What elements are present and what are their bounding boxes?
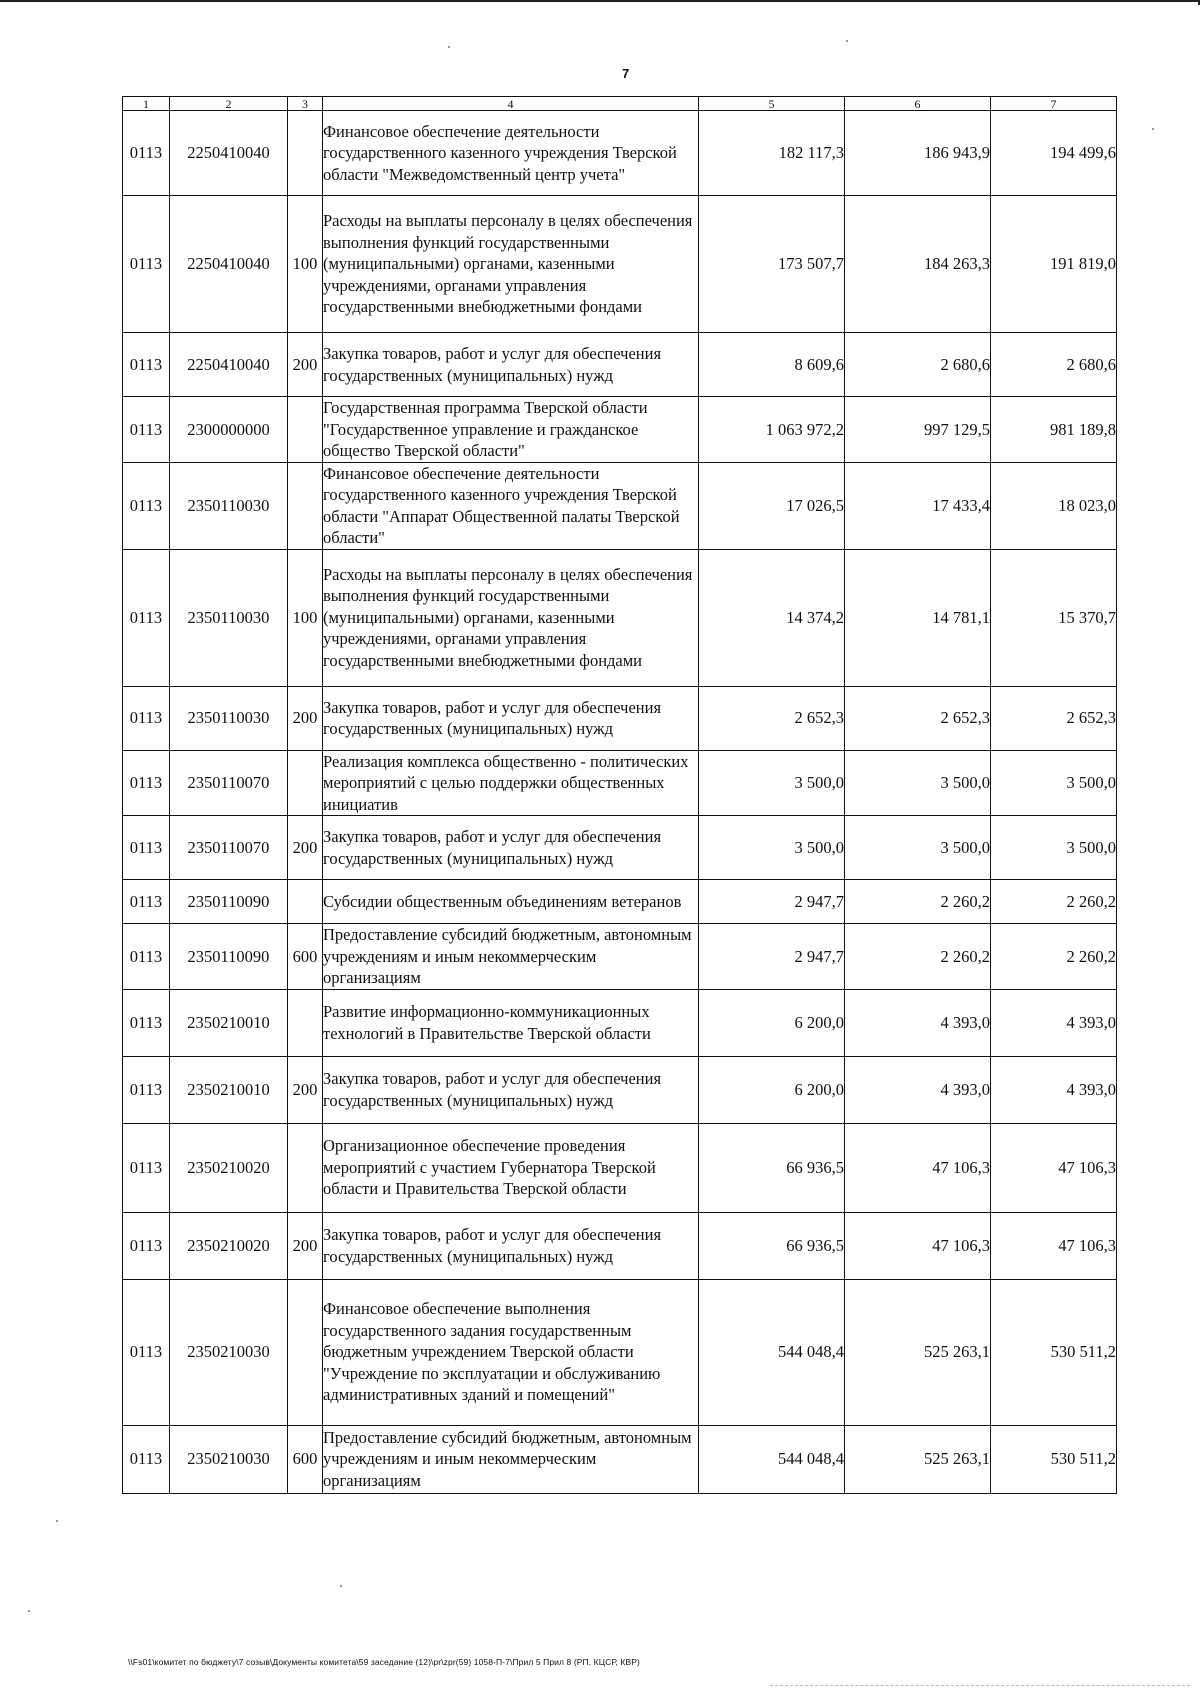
amount-col7-cell: 47 106,3 [991, 1212, 1117, 1279]
scan-speck [56, 1520, 58, 1522]
description-cell: Закупка товаров, работ и услуг для обеспечения государственных (муниципальных) нужд [323, 1056, 699, 1123]
expense-type-cell: 600 [288, 1425, 323, 1493]
expense-type-cell: 100 [288, 196, 323, 333]
amount-col5-cell: 8 609,6 [699, 333, 845, 397]
expense-type-cell [288, 1123, 323, 1212]
amount-col7-cell: 194 499,6 [991, 111, 1117, 196]
amount-col6-cell: 525 263,1 [845, 1279, 991, 1425]
description-cell: Субсидии общественным объединениям ветеранов [323, 880, 699, 924]
target-article-cell: 2350210020 [170, 1123, 288, 1212]
description-cell: Государственная программа Тверской области "Государственное управление и гражданское общество Тверской области" [323, 397, 699, 463]
amount-col7-cell: 4 393,0 [991, 1056, 1117, 1123]
amount-col5-cell: 3 500,0 [699, 816, 845, 880]
table-row [123, 196, 1117, 333]
amount-col7-cell: 530 511,2 [991, 1279, 1117, 1425]
amount-col7-cell: 2 260,2 [991, 924, 1117, 990]
description-cell: Развитие информационно-коммуникационных технологий в Правительстве Тверской области [323, 989, 699, 1056]
target-article-cell: 2350210010 [170, 1056, 288, 1123]
description-cell: Предоставление субсидий бюджетным, автономным учреждениям и иным некоммерческим организациям [323, 924, 699, 990]
amount-col6-cell: 3 500,0 [845, 750, 991, 816]
section-code-cell: 0113 [123, 1123, 170, 1212]
amount-col7-cell: 15 370,7 [991, 549, 1117, 686]
table-row [123, 549, 1117, 686]
section-code-cell: 0113 [123, 816, 170, 880]
section-code-cell: 0113 [123, 462, 170, 549]
amount-col6-cell: 525 263,1 [845, 1425, 991, 1493]
table-row [123, 880, 1117, 924]
table-row [123, 989, 1117, 1056]
target-article-cell: 2350210030 [170, 1425, 288, 1493]
description-cell: Закупка товаров, работ и услуг для обеспечения государственных (муниципальных) нужд [323, 1212, 699, 1279]
amount-col5-cell: 17 026,5 [699, 462, 845, 549]
expense-type-cell: 200 [288, 686, 323, 750]
target-article-cell: 2250410040 [170, 196, 288, 333]
column-header: 7 [991, 97, 1117, 111]
column-header: 1 [123, 97, 170, 111]
scan-speck [1152, 128, 1154, 130]
table-row [123, 686, 1117, 750]
column-number-row [123, 97, 1117, 111]
description-cell: Финансовое обеспечение деятельности государственного казенного учреждения Тверской области "Аппарат Общественной палаты Тверской области" [323, 462, 699, 549]
amount-col6-cell: 186 943,9 [845, 111, 991, 196]
target-article-cell: 2250410040 [170, 111, 288, 196]
target-article-cell: 2250410040 [170, 333, 288, 397]
expense-type-cell [288, 462, 323, 549]
expense-type-cell: 600 [288, 924, 323, 990]
section-code-cell: 0113 [123, 924, 170, 990]
amount-col6-cell: 2 652,3 [845, 686, 991, 750]
description-cell: Финансовое обеспечение выполнения государственного задания государственным бюджетным учреждением Тверской области "Учреждение по эксплуатации и обслуживанию административных зданий и помещений" [323, 1279, 699, 1425]
target-article-cell: 2350110030 [170, 549, 288, 686]
expense-type-cell: 200 [288, 1056, 323, 1123]
amount-col5-cell: 1 063 972,2 [699, 397, 845, 463]
target-article-cell: 2350110030 [170, 686, 288, 750]
description-cell: Предоставление субсидий бюджетным, автономным учреждениям и иным некоммерческим организациям [323, 1425, 699, 1493]
amount-col5-cell: 173 507,7 [699, 196, 845, 333]
expense-type-cell: 200 [288, 816, 323, 880]
scan-speck [340, 1585, 342, 1587]
description-cell: Расходы на выплаты персоналу в целях обеспечения выполнения функций государственными (муниципальными) органами, казенными учреждениями, органами управления государственными внебюджетными фондами [323, 196, 699, 333]
amount-col7-cell: 191 819,0 [991, 196, 1117, 333]
section-code-cell: 0113 [123, 397, 170, 463]
amount-col5-cell: 182 117,3 [699, 111, 845, 196]
table-row [123, 1279, 1117, 1425]
table-row [123, 750, 1117, 816]
section-code-cell: 0113 [123, 686, 170, 750]
target-article-cell: 2350110090 [170, 924, 288, 990]
amount-col5-cell: 66 936,5 [699, 1123, 845, 1212]
column-header: 5 [699, 97, 845, 111]
scan-speck [846, 40, 848, 42]
expense-type-cell [288, 989, 323, 1056]
expense-type-cell: 200 [288, 1212, 323, 1279]
amount-col7-cell: 2 680,6 [991, 333, 1117, 397]
amount-col5-cell: 2 947,7 [699, 880, 845, 924]
target-article-cell: 2350110090 [170, 880, 288, 924]
column-header: 6 [845, 97, 991, 111]
target-article-cell: 2350210020 [170, 1212, 288, 1279]
table-row [123, 816, 1117, 880]
amount-col6-cell: 14 781,1 [845, 549, 991, 686]
description-cell: Закупка товаров, работ и услуг для обеспечения государственных (муниципальных) нужд [323, 686, 699, 750]
amount-col7-cell: 3 500,0 [991, 816, 1117, 880]
amount-col5-cell: 66 936,5 [699, 1212, 845, 1279]
section-code-cell: 0113 [123, 1425, 170, 1493]
target-article-cell: 2350110030 [170, 462, 288, 549]
amount-col7-cell: 530 511,2 [991, 1425, 1117, 1493]
table-row [123, 111, 1117, 196]
budget-table [122, 96, 1117, 1494]
amount-col5-cell: 14 374,2 [699, 549, 845, 686]
section-code-cell: 0113 [123, 750, 170, 816]
column-header: 2 [170, 97, 288, 111]
description-cell: Расходы на выплаты персоналу в целях обеспечения выполнения функций государственными (муниципальными) органами, казенными учреждениями, органами управления государственными внебюджетными фондами [323, 549, 699, 686]
amount-col5-cell: 2 947,7 [699, 924, 845, 990]
target-article-cell: 2350210010 [170, 989, 288, 1056]
description-cell: Реализация комплекса общественно - политических мероприятий с целью поддержки общественных инициатив [323, 750, 699, 816]
amount-col5-cell: 3 500,0 [699, 750, 845, 816]
amount-col5-cell: 2 652,3 [699, 686, 845, 750]
section-code-cell: 0113 [123, 111, 170, 196]
amount-col7-cell: 2 652,3 [991, 686, 1117, 750]
target-article-cell: 2300000000 [170, 397, 288, 463]
amount-col7-cell: 2 260,2 [991, 880, 1117, 924]
expense-type-cell [288, 1279, 323, 1425]
expense-type-cell: 200 [288, 333, 323, 397]
amount-col6-cell: 3 500,0 [845, 816, 991, 880]
table-row [123, 1212, 1117, 1279]
amount-col5-cell: 6 200,0 [699, 1056, 845, 1123]
target-article-cell: 2350110070 [170, 750, 288, 816]
file-path-footer: \\Fs01\комитет по бюджету\7 созыв\Документы комитета\59 заседание (12)\pr\zpr(59) 1058-П-7\Прил 5 Прил 8 (РП, КЦСР, КВР) [128, 1657, 640, 1667]
section-code-cell: 0113 [123, 549, 170, 686]
amount-col6-cell: 2 260,2 [845, 880, 991, 924]
section-code-cell: 0113 [123, 196, 170, 333]
target-article-cell: 2350110070 [170, 816, 288, 880]
amount-col6-cell: 4 393,0 [845, 989, 991, 1056]
page-number: 7 [622, 66, 630, 81]
table-row [123, 397, 1117, 463]
expense-type-cell [288, 880, 323, 924]
expense-type-cell [288, 750, 323, 816]
expense-type-cell [288, 111, 323, 196]
amount-col6-cell: 2 260,2 [845, 924, 991, 990]
amount-col7-cell: 4 393,0 [991, 989, 1117, 1056]
amount-col7-cell: 981 189,8 [991, 397, 1117, 463]
footer-divider [770, 1685, 1190, 1686]
target-article-cell: 2350210030 [170, 1279, 288, 1425]
amount-col6-cell: 17 433,4 [845, 462, 991, 549]
column-header: 4 [323, 97, 699, 111]
table-row [123, 1123, 1117, 1212]
section-code-cell: 0113 [123, 880, 170, 924]
table-row [123, 1425, 1117, 1493]
description-cell: Организационное обеспечение проведения мероприятий с участием Губернатора Тверской области и Правительства Тверской области [323, 1123, 699, 1212]
amount-col6-cell: 47 106,3 [845, 1123, 991, 1212]
description-cell: Закупка товаров, работ и услуг для обеспечения государственных (муниципальных) нужд [323, 333, 699, 397]
description-cell: Закупка товаров, работ и услуг для обеспечения государственных (муниципальных) нужд [323, 816, 699, 880]
scan-top-border [0, 0, 1200, 5]
amount-col5-cell: 6 200,0 [699, 989, 845, 1056]
amount-col7-cell: 18 023,0 [991, 462, 1117, 549]
amount-col5-cell: 544 048,4 [699, 1425, 845, 1493]
amount-col7-cell: 3 500,0 [991, 750, 1117, 816]
amount-col6-cell: 47 106,3 [845, 1212, 991, 1279]
column-header: 3 [288, 97, 323, 111]
amount-col7-cell: 47 106,3 [991, 1123, 1117, 1212]
section-code-cell: 0113 [123, 333, 170, 397]
section-code-cell: 0113 [123, 1212, 170, 1279]
expense-type-cell [288, 397, 323, 463]
amount-col6-cell: 997 129,5 [845, 397, 991, 463]
scan-speck [28, 1610, 30, 1612]
table-row [123, 333, 1117, 397]
amount-col6-cell: 4 393,0 [845, 1056, 991, 1123]
section-code-cell: 0113 [123, 1279, 170, 1425]
table-row [123, 462, 1117, 549]
scan-speck [448, 46, 450, 48]
amount-col6-cell: 184 263,3 [845, 196, 991, 333]
expense-type-cell: 100 [288, 549, 323, 686]
section-code-cell: 0113 [123, 989, 170, 1056]
table-row [123, 1056, 1117, 1123]
description-cell: Финансовое обеспечение деятельности государственного казенного учреждения Тверской области "Межведомственный центр учета" [323, 111, 699, 196]
amount-col6-cell: 2 680,6 [845, 333, 991, 397]
table-row [123, 924, 1117, 990]
amount-col5-cell: 544 048,4 [699, 1279, 845, 1425]
section-code-cell: 0113 [123, 1056, 170, 1123]
